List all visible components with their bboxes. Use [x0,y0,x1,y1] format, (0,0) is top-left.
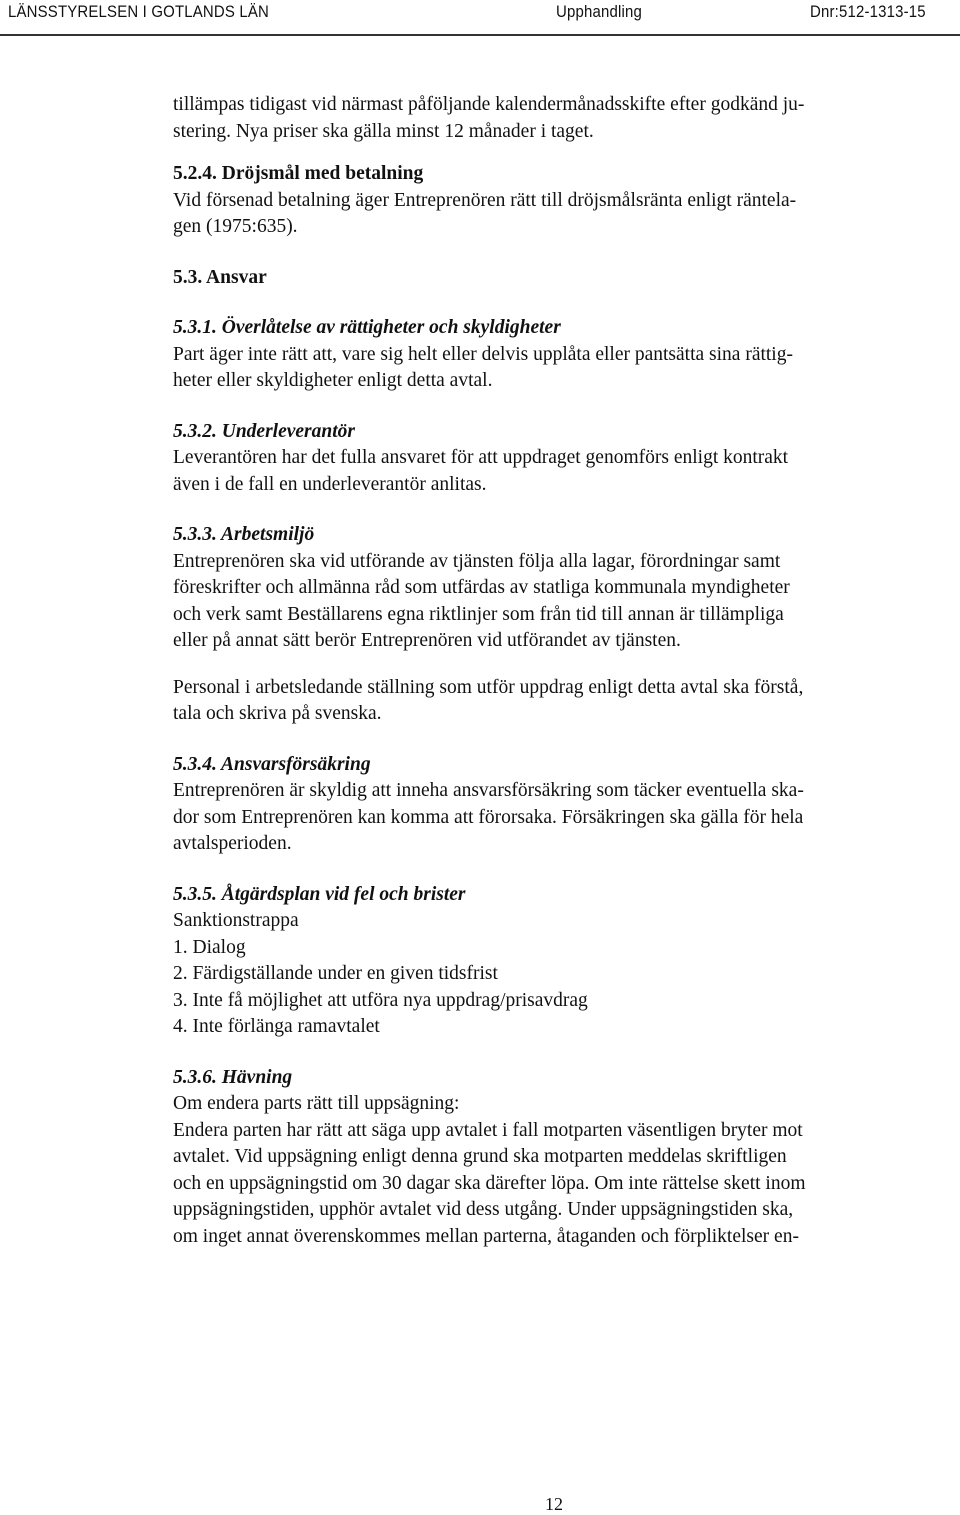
text-line: gen (1975:635). [173,216,298,237]
text-line: Entreprenören är skyldig att inneha ansvarsförsäkring som täcker eventuella ska- [173,780,804,801]
list-item: 4. Inte förlänga ramavtalet [173,1016,380,1037]
text-line: Leverantören har det fulla ansvaret för att uppdraget genomförs enligt kontrakt [173,447,789,468]
text-line: och verk samt Beställarens egna riktlinjer som från tid till annan är tillämpliga [173,603,784,625]
text-line: eller på annat sätt berör Entreprenören vid utförandet av tjänsten. [173,630,681,651]
section-5-3-6 [173,1065,933,1251]
text-line: och en uppsägningstid om 30 dagar ska därefter löpa. Om inte rättelse skett inom [173,1172,806,1194]
list-item: 1. Dialog [173,936,246,958]
text-line: Personal i arbetsledande ställning som utför uppdrag enligt detta avtal ska förstå, [173,676,804,698]
section-heading: 5.3.1. Överlåtelse av rättigheter och skyldigheter [173,317,561,338]
section-5-2-4 [173,161,933,241]
section-heading: 5.3.4. Ansvarsförsäkring [173,753,371,775]
text-line: Sanktionstrappa [173,910,299,931]
text-line: avtalsperioden. [173,833,292,854]
document-body [173,92,933,1250]
intro-paragraph [173,92,933,145]
text-line: föreskrifter och allmänna råd som utfärdas av statliga kommunala myndigheter [173,577,790,598]
text-line: Entreprenören ska vid utförande av tjänsten följa alla lagar, förordningar samt [173,550,781,572]
text-line: tillämpas tidigast vid närmast påföljande kalendermånadsskifte efter godkänd ju- [173,94,805,115]
text-line: även i de fall en underleverantör anlitas. [173,473,487,495]
section-heading: 5.2.4. Dröjsmål med betalning [173,163,424,184]
text-line: Vid försenad betalning äger Entreprenören rätt till dröjsmålsränta enligt räntela- [173,189,797,211]
section-5-3-3 [173,522,933,655]
text-line: om inget annat överenskommes mellan parterna, åtaganden och förpliktelser en- [173,1225,799,1247]
text-line: uppsägningstiden, upphör avtalet vid dess utgång. Under uppsägningstiden ska, [173,1199,794,1220]
text-line: stering. Nya priser ska gälla minst 12 månader i taget. [173,120,594,142]
text-line: Endera parten har rätt att säga upp avtalet i fall motparten väsentligen bryter mot [173,1119,803,1141]
section-5-3-5 [173,882,933,1041]
text-line: Om endera parts rätt till uppsägning: [173,1093,460,1114]
list-item: 3. Inte få möjlighet att utföra nya uppdrag/prisavdrag [173,989,588,1011]
section-heading: 5.3.2. Underleverantör [173,420,355,442]
section-5-3 [173,265,933,292]
page-header [0,0,960,36]
list-item: 2. Färdigställande under en given tidsfrist [173,963,498,984]
text-line: Part äger inte rätt att, vare sig helt eller delvis upplåta eller pantsätta sina rättig- [173,343,793,365]
section-heading: 5.3. Ansvar [173,266,267,288]
header-document-type: Upphandling [556,2,642,21]
text-line: tala och skriva på svenska. [173,703,382,724]
text-line: heter eller skyldigheter enligt detta avtal. [173,370,493,391]
header-agency: LÄNSSTYRELSEN I GOTLANDS LÄN [8,2,269,21]
header-reference-number: Dnr:512-1313-15 [810,2,926,21]
text-line: dor som Entreprenören kan komma att förorsaka. Försäkringen ska gälla för hela [173,806,804,828]
page-number: 12 [545,1494,563,1514]
section-heading: 5.3.6. Hävning [173,1066,293,1088]
text-line: avtalet. Vid uppsägning enligt denna grund ska motparten meddelas skriftligen [173,1146,787,1167]
section-5-3-4 [173,752,933,858]
section-heading: 5.3.3. Arbetsmiljö [173,524,315,545]
section-5-3-3-paragraph-2 [173,675,933,728]
section-5-3-1 [173,315,933,395]
section-heading: 5.3.5. Åtgärdsplan vid fel och brister [173,883,466,905]
section-5-3-2 [173,419,933,499]
